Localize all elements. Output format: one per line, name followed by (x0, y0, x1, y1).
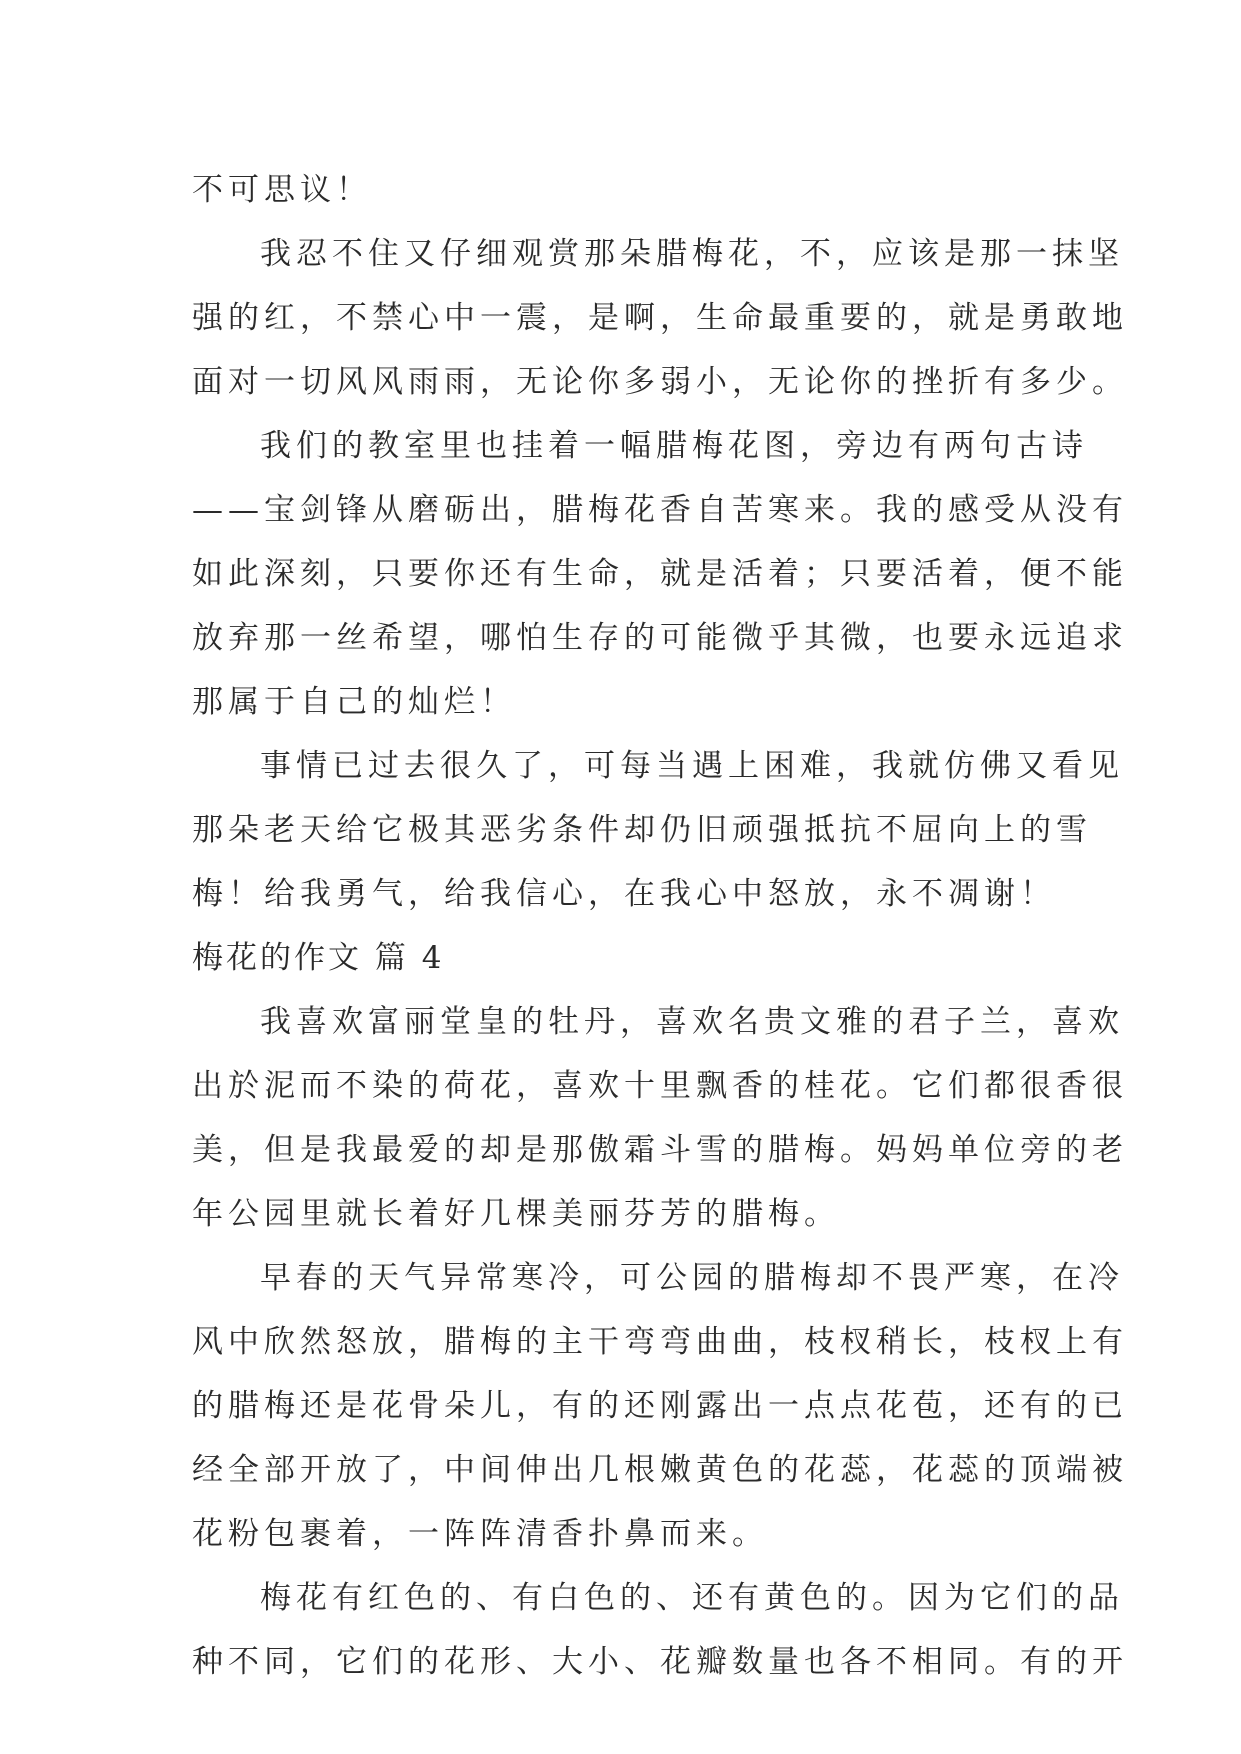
text-line: 放弃那一丝希望，哪怕生存的可能微乎其微，也要永远追求 (192, 620, 1128, 656)
text-line: 梅！给我勇气，给我信心，在我心中怒放，永不凋谢！ (192, 876, 1056, 912)
text-line: 不可思议！ (192, 172, 372, 208)
text-line: 我们的教室里也挂着一幅腊梅花图，旁边有两句古诗 (260, 428, 1088, 464)
text-line: 花粉包裹着，一阵阵清香扑鼻而来。 (192, 1516, 768, 1552)
text-line: 早春的天气异常寒冷，可公园的腊梅却不畏严寒，在冷 (260, 1260, 1124, 1296)
text-line: 美，但是我最爱的却是那傲霜斗雪的腊梅。妈妈单位旁的老 (192, 1132, 1128, 1168)
text-line: 如此深刻，只要你还有生命，就是活着；只要活着，便不能 (192, 556, 1128, 592)
text-line: 年公园里就长着好几棵美丽芬芳的腊梅。 (192, 1196, 840, 1232)
text-line: ——宝剑锋从磨砺出，腊梅花香自苦寒来。我的感受从没有 (192, 492, 1128, 528)
text-line: 事情已过去很久了，可每当遇上困难，我就仿佛又看见 (260, 748, 1124, 784)
text-line: 经全部开放了，中间伸出几根嫩黄色的花蕊，花蕊的顶端被 (192, 1452, 1128, 1488)
text-line: 我喜欢富丽堂皇的牡丹，喜欢名贵文雅的君子兰，喜欢 (260, 1004, 1124, 1040)
text-line: 的腊梅还是花骨朵儿，有的还刚露出一点点花苞，还有的已 (192, 1388, 1128, 1424)
text-line: 我忍不住又仔细观赏那朵腊梅花，不，应该是那一抹坚 (260, 236, 1124, 272)
text-line: 面对一切风风雨雨，无论你多弱小，无论你的挫折有多少。 (192, 364, 1128, 400)
text-line: 强的红，不禁心中一震，是啊，生命最重要的，就是勇敢地 (192, 300, 1128, 336)
text-line: 种不同，它们的花形、大小、花瓣数量也各不相同。有的开 (192, 1644, 1128, 1680)
text-line: 风中欣然怒放，腊梅的主干弯弯曲曲，枝杈稍长，枝杈上有 (192, 1324, 1128, 1360)
text-line: 那属于自己的灿烂！ (192, 684, 516, 720)
text-line: 出於泥而不染的荷花，喜欢十里飘香的桂花。它们都很香很 (192, 1068, 1128, 1104)
text-line: 那朵老天给它极其恶劣条件却仍旧顽强抵抗不屈向上的雪 (192, 812, 1092, 848)
text-line: 梅花有红色的、有白色的、还有黄色的。因为它们的品 (260, 1580, 1124, 1616)
body-text (192, 158, 1128, 1694)
section-heading: 梅花的作文 篇 4 (192, 940, 445, 976)
